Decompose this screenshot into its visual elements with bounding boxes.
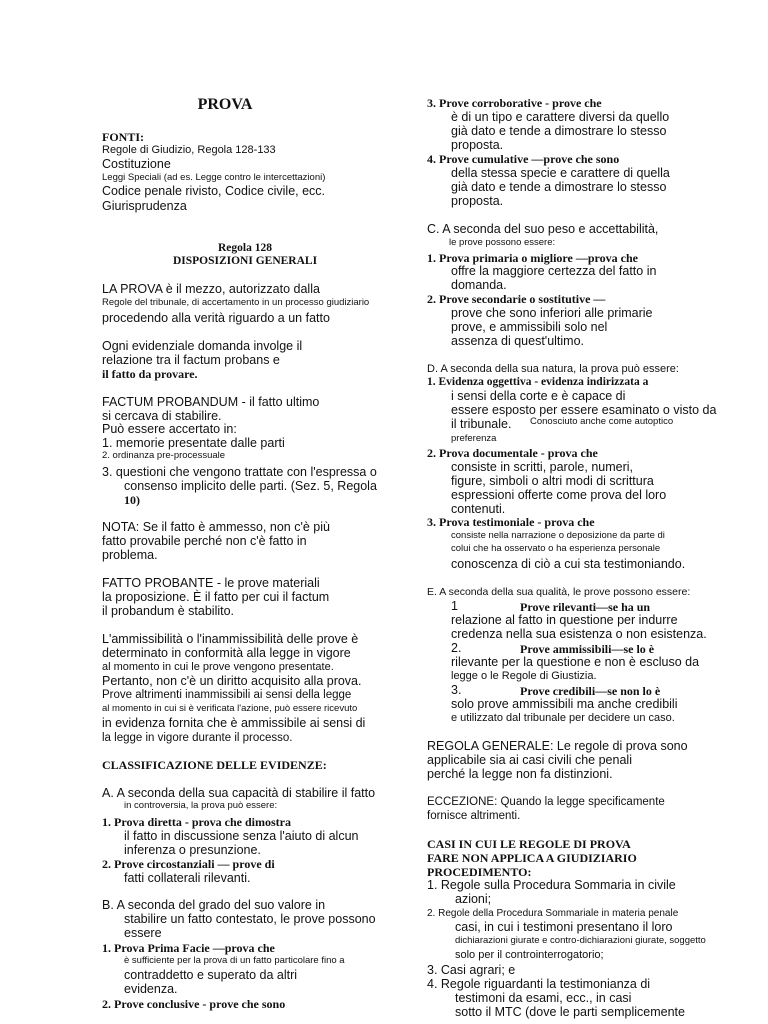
ogni-line: relazione tra il factum probans e	[102, 353, 280, 367]
casi-line: testimoni da esami, ecc., in casi	[455, 991, 632, 1005]
sec-d-line: 1. Evidenza oggettiva - evidenza indirizzata a	[427, 376, 649, 388]
regola-generale-line: perché la legge non fa distinzioni.	[427, 767, 613, 781]
sec-b-line: evidenza.	[124, 982, 178, 996]
fonti-item: Codice penale rivisto, Codice civile, ecc.	[102, 184, 326, 198]
factum-line: Può essere accertato in:	[102, 422, 237, 436]
sec-e-line: Prove credibili—se non lo è	[520, 684, 661, 698]
sec-b-line: B. A seconda del grado del suo valore in	[102, 898, 326, 912]
fatto-probante-line: il probandum è stabilito.	[102, 604, 235, 618]
sec-e-line: e utilizzato dal tribunale per decidere un caso.	[451, 712, 675, 724]
sec-d-line: 2. Prova documentale - prova che	[427, 446, 598, 460]
sec-d-line: consiste in scritti, parole, numeri,	[451, 460, 634, 474]
nota-line: fatto provabile perché non c'è fatto in	[102, 534, 307, 548]
fonti-heading: FONTI:	[102, 130, 144, 144]
factum-line: 1. memorie presentate dalle parti	[102, 436, 285, 450]
b-cont-line: già dato e tende a dimostrare lo stesso	[451, 124, 667, 138]
sec-d-line: figure, simboli o altri modi di scrittura	[451, 474, 654, 488]
eccezione-line: fornisce altrimenti.	[427, 810, 521, 822]
sec-c-line: 1. Prova primaria o migliore —prova che	[427, 251, 638, 265]
b-cont-line: è di un tipo e carattere diversi da quello	[451, 110, 670, 124]
sec-c-line: offre la maggiore certezza del fatto in	[451, 264, 657, 278]
ammissibilita-line: in evidenza fornita che è ammissibile ai sensi di	[102, 716, 366, 730]
classificazione-heading: CLASSIFICAZIONE DELLE EVIDENZE:	[102, 758, 327, 772]
casi-line: 1. Regole sulla Procedura Sommaria in civile	[427, 878, 676, 892]
regola-heading: Regola 128	[218, 242, 272, 254]
sec-d-line: contenuti.	[451, 502, 506, 516]
ammissibilita-line: al momento in cui si è verificata l'azione, può essere ricevuto	[102, 703, 358, 714]
nota-line: NOTA: Se il fatto è ammesso, non c'è più	[102, 520, 330, 534]
sec-b-line: è sufficiente per la prova di un fatto particolare fino a	[124, 955, 345, 966]
fonti-item: Regole di Giudizio, Regola 128-133	[102, 144, 276, 156]
sec-c-line: 2. Prove secondarie o sostitutive —	[427, 292, 606, 306]
factum-line: 3. questioni che vengono trattate con l'espressa o	[102, 465, 377, 479]
sec-d-line: Conosciuto anche come autoptico	[530, 416, 674, 427]
factum-line: 2. ordinanza pre-processuale	[102, 450, 226, 461]
sec-e-line: 3.	[451, 683, 462, 697]
sec-d-line: consiste nella narrazione o deposizione da parte di	[451, 530, 665, 541]
b-cont-line: proposta.	[451, 138, 504, 152]
factum-line: si cercava di stabilire.	[102, 409, 222, 423]
sec-d-line: colui che ha osservato o ha esperienza personale	[451, 543, 661, 554]
ogni-line: il fatto da provare.	[102, 367, 198, 381]
sec-d-line: essere esposto per essere esaminato o visto da	[451, 403, 717, 417]
sec-b-line: stabilire un fatto contestato, le prove possono	[124, 912, 376, 926]
casi-line: dichiarazioni giurate e contro-dichiarazioni giurate, soggetto	[455, 935, 706, 946]
sec-d-line: D. A seconda della sua natura, la prova può essere:	[427, 363, 679, 375]
fatto-probante-line: FATTO PROBANTE - le prove materiali	[102, 576, 320, 590]
nota-line: problema.	[102, 548, 158, 562]
factum-line: 10)	[124, 493, 140, 507]
sec-c-line: prove che sono inferiori alle primarie	[451, 306, 653, 320]
factum-line: FACTUM PROBANDUM - il fatto ultimo	[102, 395, 320, 409]
document-title: PROVA	[197, 96, 253, 113]
sec-e-line: rilevante per la questione e non è escluso da	[451, 655, 700, 669]
b-cont-line: della stessa specie e carattere di quella	[451, 166, 670, 180]
sec-d-line: il tribunale.	[451, 417, 512, 431]
sec-b-line: contraddetto e superato da altri	[124, 968, 298, 982]
regola-generale-line: REGOLA GENERALE: Le regole di prova sono	[427, 739, 688, 753]
sec-c-line: le prove possono essere:	[449, 237, 556, 248]
casi-line: 3. Casi agrari; e	[427, 963, 516, 977]
b-cont-line: già dato e tende a dimostrare lo stesso	[451, 180, 667, 194]
casi-line: sotto il MTC (dove le parti semplicemente	[455, 1005, 685, 1019]
ammissibilita-line: L'ammissibilità o l'inammissibilità delle prove è	[102, 632, 359, 646]
sec-a-line: inferenza o presunzione.	[124, 843, 261, 857]
sec-c-line: assenza di quest'ultimo.	[451, 334, 585, 348]
sec-d-line: preferenza	[451, 433, 497, 444]
casi-line: azioni;	[455, 892, 492, 906]
sec-e-line: credenza nella sua esistenza o non esistenza.	[451, 627, 707, 641]
casi-line: casi, in cui i testimoni presentano il loro	[455, 920, 673, 934]
sec-d-line: 3. Prova testimoniale - prova che	[427, 515, 595, 529]
la-prova-line: LA PROVA è il mezzo, autorizzato dalla	[102, 282, 320, 296]
fonti-item: Leggi Speciali (ad es. Legge contro le intercettazioni)	[102, 172, 326, 183]
sec-d-line: i sensi della corte e è capace di	[451, 389, 626, 403]
sec-c-line: domanda.	[451, 278, 507, 292]
sec-a-line: il fatto in discussione senza l'aiuto di alcun	[124, 829, 359, 843]
ogni-text: Ogni evidenziale domanda involge il	[102, 339, 303, 353]
sec-a-line: 2. Prove circostanziali — prove di	[102, 857, 275, 871]
ammissibilita-line: Pertanto, non c'è un diritto acquisito alla prova.	[102, 674, 362, 688]
sec-a-line: A. A seconda della sua capacità di stabilire il fatto	[102, 786, 376, 800]
fonti-item: Costituzione	[102, 157, 171, 171]
fonti-item: Giurisprudenza	[102, 199, 187, 213]
sec-b-line: 1. Prova Prima Facie —prova che	[102, 941, 275, 955]
sec-e-line: relazione al fatto in questione per indurre	[451, 613, 678, 627]
sec-e-line: Prove ammissibili—se lo è	[520, 642, 655, 656]
ammissibilita-line: determinato in conformità alla legge in vigore	[102, 646, 351, 660]
eccezione-line: ECCEZIONE: Quando la legge specificamente	[427, 796, 665, 808]
sec-b-line: essere	[124, 926, 162, 940]
sec-b-line: 2. Prove conclusive - prove che sono	[102, 997, 286, 1011]
factum-line: consenso implicito delle parti. (Sez. 5, Regola	[124, 479, 377, 493]
sec-c-line: C. A seconda del suo peso e accettabilità,	[427, 222, 659, 236]
casi-heading: FARE NON APPLICA A GIUDIZIARIO	[427, 851, 637, 865]
ammissibilita-line: la legge in vigore durante il processo.	[102, 732, 293, 744]
casi-line: 2. Regole della Procedura Sommariale in materia penale	[427, 908, 679, 919]
ammissibilita-line: al momento in cui le prove vengono presentate.	[102, 661, 334, 673]
sec-a-line: fatti collaterali rilevanti.	[124, 871, 251, 885]
b-cont-line: 3. Prove corroborative - prove che	[427, 96, 602, 110]
la-prova-line: Regole del tribunale, di accertamento in un processo giudiziario	[102, 297, 370, 308]
b-cont-line: proposta.	[451, 194, 504, 208]
casi-heading: PROCEDIMENTO:	[427, 865, 532, 879]
sec-e-line: 2.	[451, 641, 462, 655]
disposizioni-heading: DISPOSIZIONI GENERALI	[172, 255, 318, 267]
sec-e-line: solo prove ammissibili ma anche credibili	[451, 697, 678, 711]
sec-c-line: prove, e ammissibili solo nel	[451, 320, 608, 334]
ogni-line	[102, 339, 370, 353]
casi-line: solo per il controinterrogatorio;	[455, 949, 604, 961]
sec-e-line: 1	[451, 599, 458, 613]
regola-generale-line: applicabile sia ai casi civili che penali	[427, 753, 632, 767]
sec-d-line: espressioni offerte come prova del loro	[451, 488, 667, 502]
casi-heading: CASI IN CUI LE REGOLE DI PROVA	[427, 837, 631, 851]
sec-e-line: legge o le Regole di Giustizia.	[451, 670, 597, 682]
sec-d-line: conoscenza di ciò a cui sta testimoniando.	[451, 557, 686, 571]
sec-a-line: in controversia, la prova può essere:	[124, 800, 278, 811]
sec-e-line: Prove rilevanti—se ha un	[520, 600, 651, 614]
casi-line: 4. Regole riguardanti la testimonianza di	[427, 977, 651, 991]
fatto-probante-line: la proposizione. È il fatto per cui il factum	[102, 590, 330, 604]
ammissibilita-line: Prove altrimenti inammissibili ai sensi della legge	[102, 689, 352, 701]
la-prova-line: procedendo alla verità riguardo a un fatto	[102, 311, 330, 325]
b-cont-line: 4. Prove cumulative —prove che sono	[427, 152, 620, 166]
sec-a-line: 1. Prova diretta - prova che dimostra	[102, 815, 291, 829]
sec-e-line: E. A seconda della sua qualità, le prove possono essere:	[427, 586, 691, 598]
